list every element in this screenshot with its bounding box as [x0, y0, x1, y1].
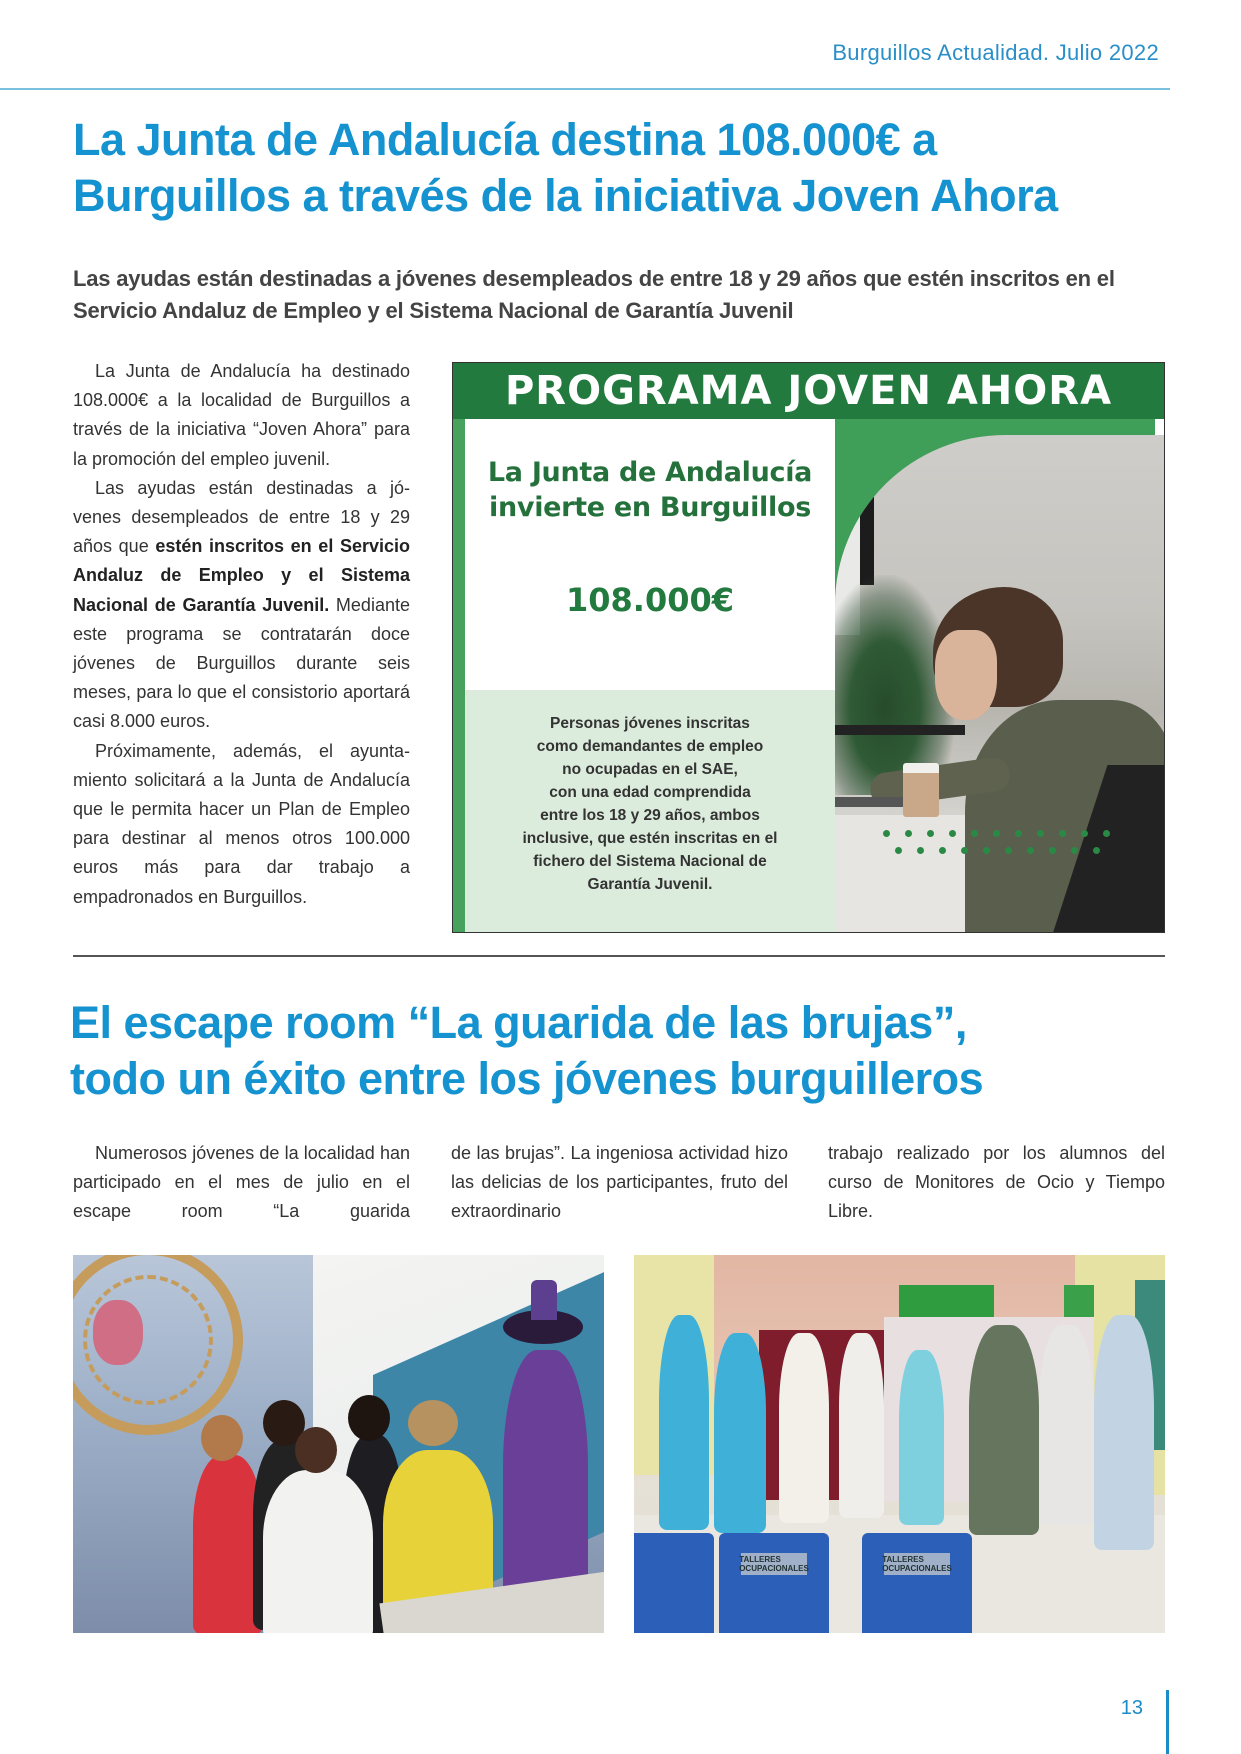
dot [971, 830, 978, 837]
photo-kid-head [408, 1400, 458, 1446]
photo-devil-mask [93, 1300, 143, 1365]
photo-shelf [835, 725, 965, 735]
article2-paragraph-col3: trabajo realizado por los alumnos del curso de Monitores de Ocio y Tiempo Libre. [828, 1143, 1165, 1222]
section-divider [73, 955, 1165, 957]
photo-person [1094, 1315, 1154, 1550]
photo-coffee-cup [903, 763, 939, 817]
photo-person [1039, 1325, 1094, 1525]
poster-banner [453, 363, 1164, 419]
photo-kid-head [295, 1427, 337, 1473]
article1-deck: Las ayudas están destinadas a jóvenes desempleados de entre 18 y 29 años que estén inscritos en el Servicio Andaluz de Empleo y el Sistema Nacional de Garantía Juvenil [73, 266, 1115, 323]
photo-person [659, 1315, 709, 1530]
chair-label: TALLERES OCUPACIONALES [739, 1555, 809, 1573]
article2-column-1 [73, 1139, 410, 1227]
article1-p2-end: Mediante este programa se contratarán doce jóvenes de Burguillos durante seis meses, para lo que el consistorio aportará casi 8.000 euros. [73, 594, 410, 732]
poster-info-line: no ocupadas en el SAE, [562, 761, 738, 778]
poster-info-line: Personas jóvenes inscritas [550, 715, 750, 732]
article2-column-2 [451, 1139, 788, 1227]
poster-dot-pattern [883, 830, 1110, 864]
poster-info-line: Garantía Juvenil. [587, 876, 713, 893]
dot [1049, 847, 1056, 854]
photo-chair [719, 1533, 829, 1633]
dot [927, 830, 934, 837]
poster-info-line: como demandantes de empleo [536, 738, 764, 755]
article2-paragraph-col2: de las brujas”. La ingeniosa actividad hizo las delicias de los participantes, fruto del extraordinario [451, 1143, 788, 1222]
dot [1037, 830, 1044, 837]
poster-amount: 108.000€ [565, 581, 734, 619]
article1-body [73, 357, 410, 912]
photo-kid-head [201, 1415, 243, 1461]
poster-left-bar [453, 419, 465, 932]
article2-headline-line2: todo un éxito entre los jóvenes burguilleros [70, 1053, 984, 1104]
photo-person [899, 1350, 944, 1525]
poster-info-line: inclusive, que estén inscritas en el [522, 830, 778, 847]
photo-kid-head [348, 1395, 390, 1441]
dot [939, 847, 946, 854]
article2-column-3 [828, 1139, 1165, 1227]
poster-title-line1: La Junta de Andalucía [487, 457, 813, 488]
article2-headline [70, 995, 1170, 1107]
article1-headline-line2: Burguillos a través de la iniciativa Joven Ahora [73, 170, 1058, 221]
escape-room-photo [73, 1255, 604, 1633]
photo-chair [634, 1533, 714, 1633]
header-rule [0, 88, 1170, 90]
page-number-rule [1166, 1690, 1169, 1754]
poster-info-line: con una edad comprendida [549, 784, 751, 801]
article1-p2-start: Las ayudas están destinadas a jóvenes desempleados de entre 18 y 29 años que [73, 477, 410, 557]
dot [1005, 847, 1012, 854]
dot [1071, 847, 1078, 854]
article1-headline-line1: La Junta de Andalucía destina 108.000€ a [73, 114, 937, 165]
article2-paragraph-col1: Numerosos jóvenes de la localidad han participado en el mes de julio en el escape room “La guarida [73, 1143, 410, 1222]
dot [961, 847, 968, 854]
photo-person [779, 1333, 829, 1523]
group-photo [634, 1255, 1165, 1633]
chair-label: TALLERES OCUPACIONALES [882, 1555, 952, 1573]
dot [1103, 830, 1110, 837]
dot [983, 847, 990, 854]
dot [1059, 830, 1066, 837]
photo-person [839, 1333, 884, 1518]
article1-paragraph-1: La Junta de Andalucía ha destinado 108.000€ a la localidad de Burguillos a través de la iniciativa “Joven Ahora” para la promoción del empleo juvenil. [73, 361, 410, 469]
poster-banner-text: PROGRAMA JOVEN AHORA [504, 368, 1113, 414]
photo-person-face [935, 630, 997, 720]
article1-headline [73, 112, 1173, 224]
poster-info-line: fichero del Sistema Nacional de [533, 853, 767, 870]
dot [1093, 847, 1100, 854]
article1-paragraph-3: Próximamente, además, el ayuntamiento solicitará a la Junta de Andalucía que le permita hacer un Plan de Empleo para destinar al menos otros 100.000 euros más para dar trabajo a empadronados en Burguillos. [73, 740, 410, 907]
page-number: 13 [1120, 1697, 1143, 1719]
article1-paragraph-2 [73, 474, 410, 737]
poster-title-line2: invierte en Burguillos [489, 492, 811, 523]
dot [1015, 830, 1022, 837]
photo-window-frame [860, 435, 874, 585]
running-head: Burguillos Actualidad. Julio 2022 [832, 40, 1159, 65]
dot [949, 830, 956, 837]
article2-headline-line1: El escape room “La guarida de las brujas”, [70, 997, 967, 1048]
joven-ahora-poster [452, 362, 1165, 933]
dot [917, 847, 924, 854]
photo-witch-hat [503, 1310, 583, 1344]
dot [1081, 830, 1088, 837]
poster-info [465, 690, 835, 933]
photo-kid [263, 1470, 373, 1633]
photo-person [969, 1325, 1039, 1535]
dot [895, 847, 902, 854]
poster-title [465, 455, 835, 525]
photo-chair [862, 1533, 972, 1633]
article1-p2-bold: estén inscritos en el Servicio Andaluz de Empleo y el Sistema Nacional de Garantía Juvenil. [73, 536, 410, 615]
photo-person [714, 1333, 766, 1533]
dot [993, 830, 1000, 837]
dot [883, 830, 890, 837]
dot [1027, 847, 1034, 854]
poster-info-line: entre los 18 y 29 años, ambos [540, 807, 760, 824]
dot [905, 830, 912, 837]
